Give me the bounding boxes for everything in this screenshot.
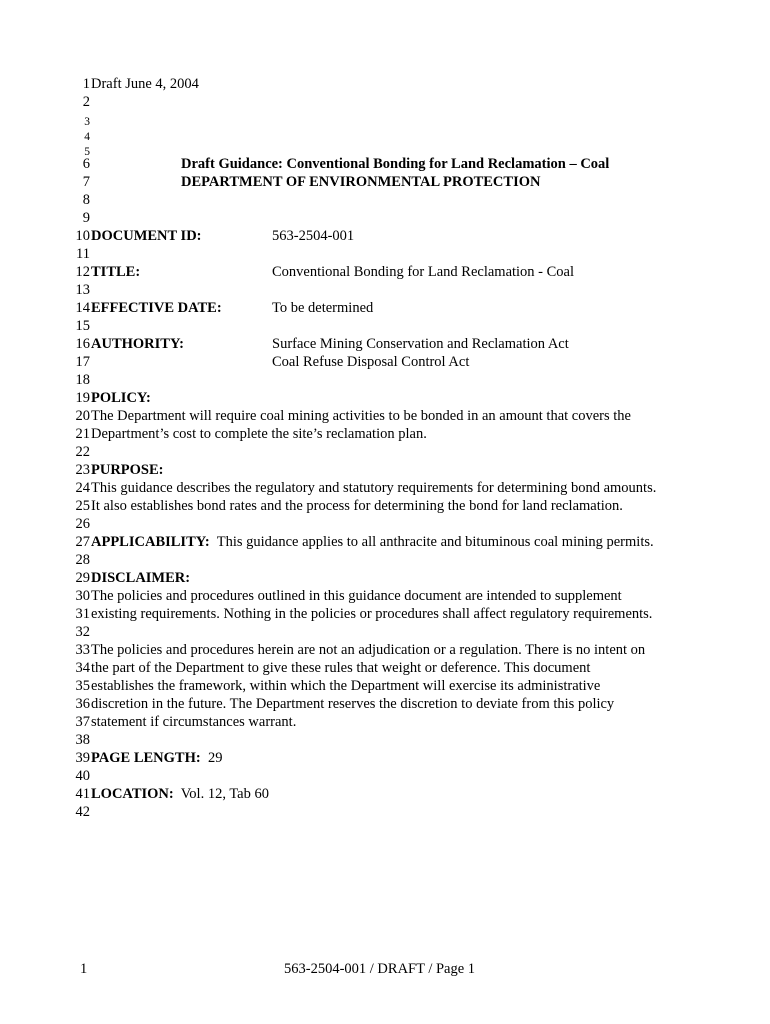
authority-value: Coal Refuse Disposal Control Act [272,354,470,370]
line-number: 35 [75,678,90,694]
disclaimer-label: DISCLAIMER: [91,570,191,586]
line-number: 36 [75,696,90,712]
line-number: 18 [75,372,90,388]
page-length-line [91,749,222,767]
line-number: 9 [82,210,90,226]
line-number: 28 [75,552,90,568]
line-number: 25 [75,498,90,514]
purpose-text: This guidance describes the regulatory and statutory requirements for determining bond amounts. [91,480,657,496]
page-length-label: PAGE LENGTH: [91,750,201,766]
location-line [91,785,269,803]
line-number: 17 [75,354,90,370]
title-value: Conventional Bonding for Land Reclamation - Coal [272,264,575,280]
line-number: 4 [84,131,90,143]
location-label: LOCATION: [91,786,174,802]
line-number: 21 [75,426,90,442]
applicability-label: APPLICABILITY: [91,534,210,550]
line-number: 5 [84,146,90,158]
line-number: 26 [75,516,90,532]
disclaimer-text: the part of the Department to give these rules that weight or deference. This document [91,660,591,676]
disclaimer-text: discretion in the future. The Department reserves the discretion to deviate from this policy [91,696,615,712]
applicability-line [91,533,654,551]
line-number: 10 [75,228,90,244]
applicability-text: This guidance applies to all anthracite and bituminous coal mining permits. [209,534,654,550]
location-value: Vol. 12, Tab 60 [173,786,269,802]
line-number: 16 [75,336,90,352]
effective-date-label: EFFECTIVE DATE: [91,300,222,316]
policy-text: The Department will require coal mining activities to be bonded in an amount that covers the [91,408,631,424]
line-number: 1 [82,76,90,92]
line-number: 23 [75,462,90,478]
purpose-label: PURPOSE: [91,462,164,478]
document-heading: Draft Guidance: Conventional Bonding for Land Reclamation – Coal [181,156,610,172]
title-label: TITLE: [91,264,141,280]
line-number: 11 [76,246,90,262]
disclaimer-text: existing requirements. Nothing in the policies or procedures shall affect regulatory requirements. [91,606,653,622]
footer-line-number: 1 [80,961,88,977]
department-name: DEPARTMENT OF ENVIRONMENTAL PROTECTION [181,174,541,190]
line-number: 6 [82,156,90,172]
line-number: 32 [75,624,90,640]
policy-label: POLICY: [91,390,151,406]
authority-value: Surface Mining Conservation and Reclamation Act [272,336,569,352]
line-number: 33 [75,642,90,658]
line-number: 38 [75,732,90,748]
line-number: 27 [75,534,90,550]
line-number: 34 [75,660,90,676]
line-number: 8 [82,192,90,208]
line-number: 29 [75,570,90,586]
line-number: 39 [75,750,90,766]
purpose-text: It also establishes bond rates and the process for determining the bond for land reclamation. [91,498,623,514]
line-number: 7 [82,174,90,190]
disclaimer-text: The policies and procedures outlined in this guidance document are intended to supplement [91,588,622,604]
line-number: 24 [75,480,90,496]
line-number: 30 [75,588,90,604]
policy-text: Department’s cost to complete the site’s reclamation plan. [91,426,427,442]
line-number: 40 [75,768,90,784]
document-id-value: 563-2504-001 [272,228,355,244]
line-number: 19 [75,390,90,406]
disclaimer-text: establishes the framework, within which the Department will exercise its administrative [91,678,601,694]
authority-label: AUTHORITY: [91,336,184,352]
line-number: 42 [75,804,90,820]
line-number: 2 [82,94,90,110]
line-number: 22 [75,444,90,460]
page-footer: 563-2504-001 / DRAFT / Page 1 [284,961,476,977]
draft-date: Draft June 4, 2004 [91,76,199,92]
line-number: 15 [75,318,90,334]
line-number: 41 [75,786,90,802]
document-id-label: DOCUMENT ID: [91,228,202,244]
effective-date-value: To be determined [272,300,374,316]
line-number: 12 [75,264,90,280]
page-length-value: 29 [200,750,223,766]
disclaimer-text: statement if circumstances warrant. [91,714,297,730]
line-number: 20 [75,408,90,424]
line-number: 13 [75,282,90,298]
line-number: 14 [75,300,90,316]
line-number: 37 [75,714,90,730]
line-number: 3 [84,116,90,128]
line-number: 31 [75,606,90,622]
disclaimer-text: The policies and procedures herein are not an adjudication or a regulation. There is no intent on [91,642,646,658]
